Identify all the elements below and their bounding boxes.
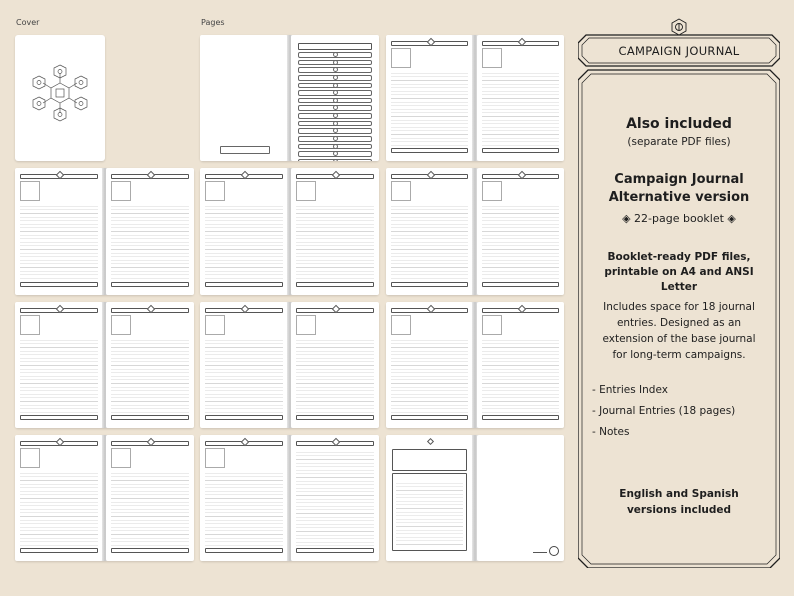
page-entry xyxy=(386,168,473,295)
spread-title-index[interactable] xyxy=(200,35,379,161)
product-version: Alternative version xyxy=(608,190,750,205)
page-entry xyxy=(200,168,288,295)
page-notes xyxy=(386,435,473,561)
description-1: Includes space for 18 journal xyxy=(603,301,755,313)
cover-label: Cover xyxy=(16,18,40,27)
print-info-2: printable on A4 and ANSI Letter xyxy=(604,266,754,293)
spread-entries-3[interactable] xyxy=(200,168,379,295)
page-entry xyxy=(477,168,564,295)
spread-entries-5[interactable] xyxy=(15,302,194,428)
page-title xyxy=(200,35,288,161)
spread-entries-6[interactable] xyxy=(200,302,379,428)
back-logo xyxy=(533,546,559,556)
also-included-heading: Also included xyxy=(626,116,732,132)
page-entries-index xyxy=(291,35,379,161)
page-entry xyxy=(200,435,288,561)
name-field-box xyxy=(220,146,270,154)
page-entry xyxy=(477,35,564,161)
page-entry xyxy=(15,435,103,561)
cover-thumbnail[interactable] xyxy=(15,35,105,161)
contents-item: - Notes xyxy=(592,426,630,438)
crest-icon xyxy=(672,19,686,35)
page-entry xyxy=(386,302,473,428)
spread-entries-4[interactable] xyxy=(386,168,564,295)
spread-entries-7[interactable] xyxy=(386,302,564,428)
booklet-pages: ◈ 22-page booklet ◈ xyxy=(622,212,736,225)
journal-title: CAMPAIGN JOURNAL xyxy=(618,43,740,58)
page-entry xyxy=(200,302,288,428)
contents-item: - Journal Entries (18 pages) xyxy=(592,405,736,417)
cover-emblem-icon xyxy=(15,35,105,161)
page-entry xyxy=(477,302,564,428)
languages-2: versions included xyxy=(626,504,732,516)
spread-entries-1[interactable] xyxy=(386,35,564,161)
description-4: for long-term campaigns. xyxy=(612,349,746,361)
page-entry xyxy=(15,302,103,428)
page-entry xyxy=(386,35,473,161)
separate-files-note: (separate PDF files) xyxy=(627,136,731,148)
description-2: entries. Designed as an xyxy=(616,317,742,329)
spread-entries-9[interactable] xyxy=(200,435,379,561)
description-3: extension of the base journal xyxy=(602,333,756,345)
page-entry xyxy=(291,302,379,428)
page-entry xyxy=(15,168,103,295)
page-entry xyxy=(106,168,194,295)
page-entry xyxy=(291,435,379,561)
page-entry xyxy=(291,168,379,295)
print-info-1: Booklet-ready PDF files, xyxy=(607,251,751,263)
contents-item: - Entries Index xyxy=(592,384,668,396)
page-back-cover xyxy=(477,435,564,561)
product-name: Campaign Journal xyxy=(614,172,744,187)
spread-notes-back[interactable] xyxy=(386,435,564,561)
info-panel xyxy=(578,18,780,568)
pages-label: Pages xyxy=(201,18,225,27)
spread-entries-8[interactable] xyxy=(15,435,194,561)
languages-1: English and Spanish xyxy=(619,488,739,500)
page-entry xyxy=(106,435,194,561)
spread-entries-2[interactable] xyxy=(15,168,194,295)
page-entry xyxy=(106,302,194,428)
